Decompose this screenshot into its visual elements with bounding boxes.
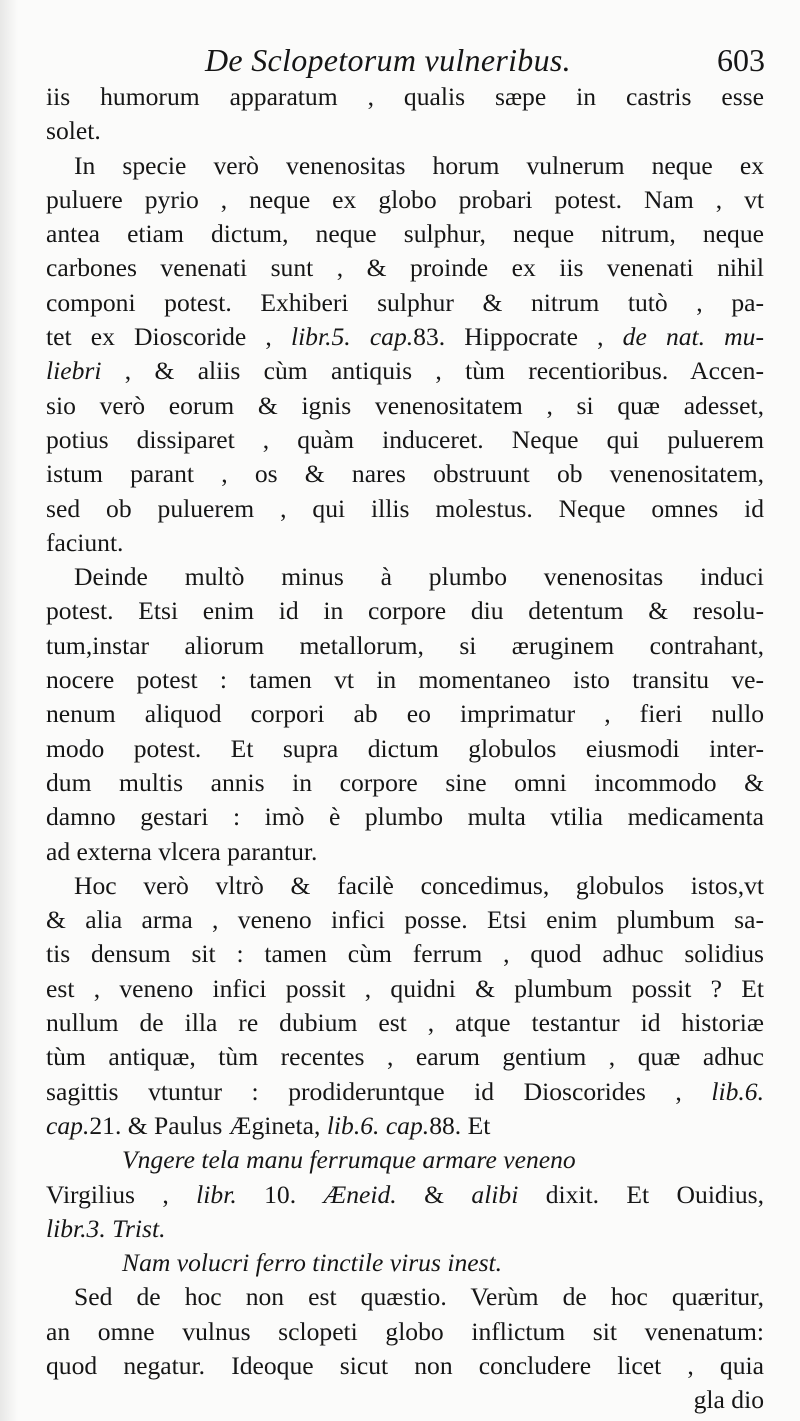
running-title: De Sclopetorum vulneribus. — [205, 42, 571, 78]
text-segment: tet ex Dioscoride , — [46, 322, 291, 352]
italic-text: Æneid. — [323, 1179, 397, 1209]
text-segment: ad externa vlcera parantur. — [46, 836, 318, 866]
text-line — [46, 251, 764, 285]
text-segment: antea etiam dictum, neque sulphur, neque nitrum, neque — [46, 219, 764, 249]
text-segment: nullum de illa re dubium est , atque testantur id historiæ — [46, 1008, 764, 1038]
text-segment: & alia arma , veneno infici posse. Etsi enim plumbum sa- — [46, 905, 764, 935]
italic-text: libr. — [196, 1179, 237, 1209]
text-line — [46, 1143, 764, 1177]
text-segment: Virgilius , — [46, 1179, 197, 1209]
text-segment: solet. — [46, 116, 101, 146]
text-line — [46, 835, 764, 869]
text-line — [46, 1178, 764, 1212]
text-segment: iis humorum apparatum , qualis sæpe in castris esse — [46, 82, 764, 111]
text-line — [46, 423, 764, 457]
text-line — [46, 1075, 764, 1109]
text-line — [46, 1006, 764, 1040]
text-line — [46, 1280, 764, 1314]
text-line — [46, 903, 764, 937]
text-line — [46, 766, 764, 800]
text-segment: gla dio — [693, 1385, 764, 1415]
text-line — [46, 354, 764, 388]
text-line — [46, 1349, 764, 1383]
text-line — [46, 972, 764, 1006]
text-segment: dixit. Et Ouidius, — [518, 1179, 764, 1209]
italic-text: libr.5. cap. — [290, 322, 414, 352]
text-line — [46, 869, 764, 903]
text-segment: 88. Et — [429, 1110, 491, 1140]
text-segment: est , veneno infici possit , quidni & plumbum possit ? Et — [46, 973, 764, 1003]
text-segment: In specie verò venenositas horum vulnerum neque ex — [74, 150, 764, 180]
text-segment: componi potest. Exhiberi sulphur & nitrum tutò , pa- — [46, 287, 764, 317]
italic-text: lib.6. — [711, 1076, 764, 1106]
text-line — [46, 663, 764, 697]
italic-text: alibi — [471, 1179, 519, 1209]
page-edge-shadow — [0, 0, 18, 1421]
italic-text: liebri — [46, 356, 102, 386]
text-line — [46, 800, 764, 834]
text-line — [46, 320, 764, 354]
body-text — [46, 80, 764, 1418]
text-segment: 10. — [236, 1179, 324, 1209]
text-segment: sed ob puluerem , qui illis molestus. Neque omnes id — [46, 493, 764, 523]
text-segment: carbones venenati sunt , & proinde ex iis venenati nihil — [46, 253, 764, 283]
text-line — [46, 1315, 764, 1349]
text-line — [46, 629, 764, 663]
text-line — [46, 697, 764, 731]
text-segment: an omne vulnus sclopeti globo inflictum sit venenatum: — [46, 1316, 764, 1346]
text-line — [46, 149, 764, 183]
text-line — [46, 560, 764, 594]
text-segment: tis densum sit : tamen cùm ferrum , quod adhuc solidius — [46, 939, 764, 969]
text-segment: faciunt. — [46, 527, 124, 557]
text-line — [46, 217, 764, 251]
text-line — [46, 1246, 764, 1280]
text-line — [46, 114, 764, 148]
text-segment: dum multis annis in corpore sine omni incommodo & — [46, 767, 764, 797]
italic-text: libr.3. Trist. — [46, 1213, 166, 1243]
text-segment: , & aliis cùm antiquis , tùm recentioribus. Accen- — [101, 356, 764, 386]
text-segment: nenum aliquod corpori ab eo imprimatur , fieri nullo — [46, 699, 764, 729]
text-line — [46, 286, 764, 320]
text-line — [46, 937, 764, 971]
italic-text: Vngere tela manu ferrumque armare veneno — [122, 1145, 576, 1175]
text-segment: Sed de hoc non est quæstio. Verùm de hoc quæritur, — [74, 1282, 764, 1312]
text-line — [46, 594, 764, 628]
text-segment: modo potest. Et supra dictum globulos eiusmodi inter- — [46, 733, 764, 763]
text-segment: sagittis vtuntur : prodideruntque id Dioscorides , — [46, 1076, 712, 1106]
text-line — [46, 183, 764, 217]
text-segment: sio verò eorum & ignis venenositatem , si quæ adesset, — [46, 390, 764, 420]
text-segment: tùm antiquæ, tùm recentes , earum gentium , quæ adhuc — [46, 1042, 764, 1072]
text-line — [46, 389, 764, 423]
italic-text: lib.6. cap. — [326, 1110, 430, 1140]
text-segment: tum,instar aliorum metallorum, si æruginem contrahant, — [46, 630, 764, 660]
text-segment: Hoc verò vltrò & facilè concedimus, globulos istos,vt — [74, 870, 764, 900]
text-segment: istum parant , os & nares obstruunt ob venenositatem, — [46, 459, 764, 489]
page-number: 603 — [717, 42, 765, 78]
text-segment: 83. Hippocrate , — [413, 322, 623, 352]
italic-text: Nam volucri ferro tinctile virus inest. — [122, 1248, 503, 1278]
text-segment: potest. Etsi enim id in corpore diu detentum & resolu- — [46, 596, 764, 626]
text-line — [46, 1040, 764, 1074]
text-segment: puluere pyrio , neque ex globo probari potest. Nam , vt — [46, 184, 764, 214]
text-line — [46, 1109, 764, 1143]
text-line — [46, 1212, 764, 1246]
text-segment: Deinde multò minus à plumbo venenositas induci — [74, 562, 764, 592]
text-segment: nocere potest : tamen vt in momentaneo isto transitu ve- — [46, 665, 764, 695]
italic-text: cap. — [46, 1110, 90, 1140]
italic-text: de nat. mu- — [622, 322, 764, 352]
text-line — [46, 80, 764, 114]
text-segment: & — [396, 1179, 472, 1209]
text-line — [46, 732, 764, 766]
text-line — [46, 492, 764, 526]
text-segment: potius dissiparet , quàm induceret. Neque qui puluerem — [46, 424, 764, 454]
text-line — [46, 457, 764, 491]
text-line — [46, 1383, 764, 1417]
text-segment: 21. & Paulus Ægineta, — [89, 1110, 327, 1140]
text-segment: damno gestari : imò è plumbo multa vtilia medicamenta — [46, 802, 764, 832]
text-line — [46, 526, 764, 560]
text-segment: quod negatur. Ideoque sicut non concludere licet , quia — [46, 1350, 764, 1380]
